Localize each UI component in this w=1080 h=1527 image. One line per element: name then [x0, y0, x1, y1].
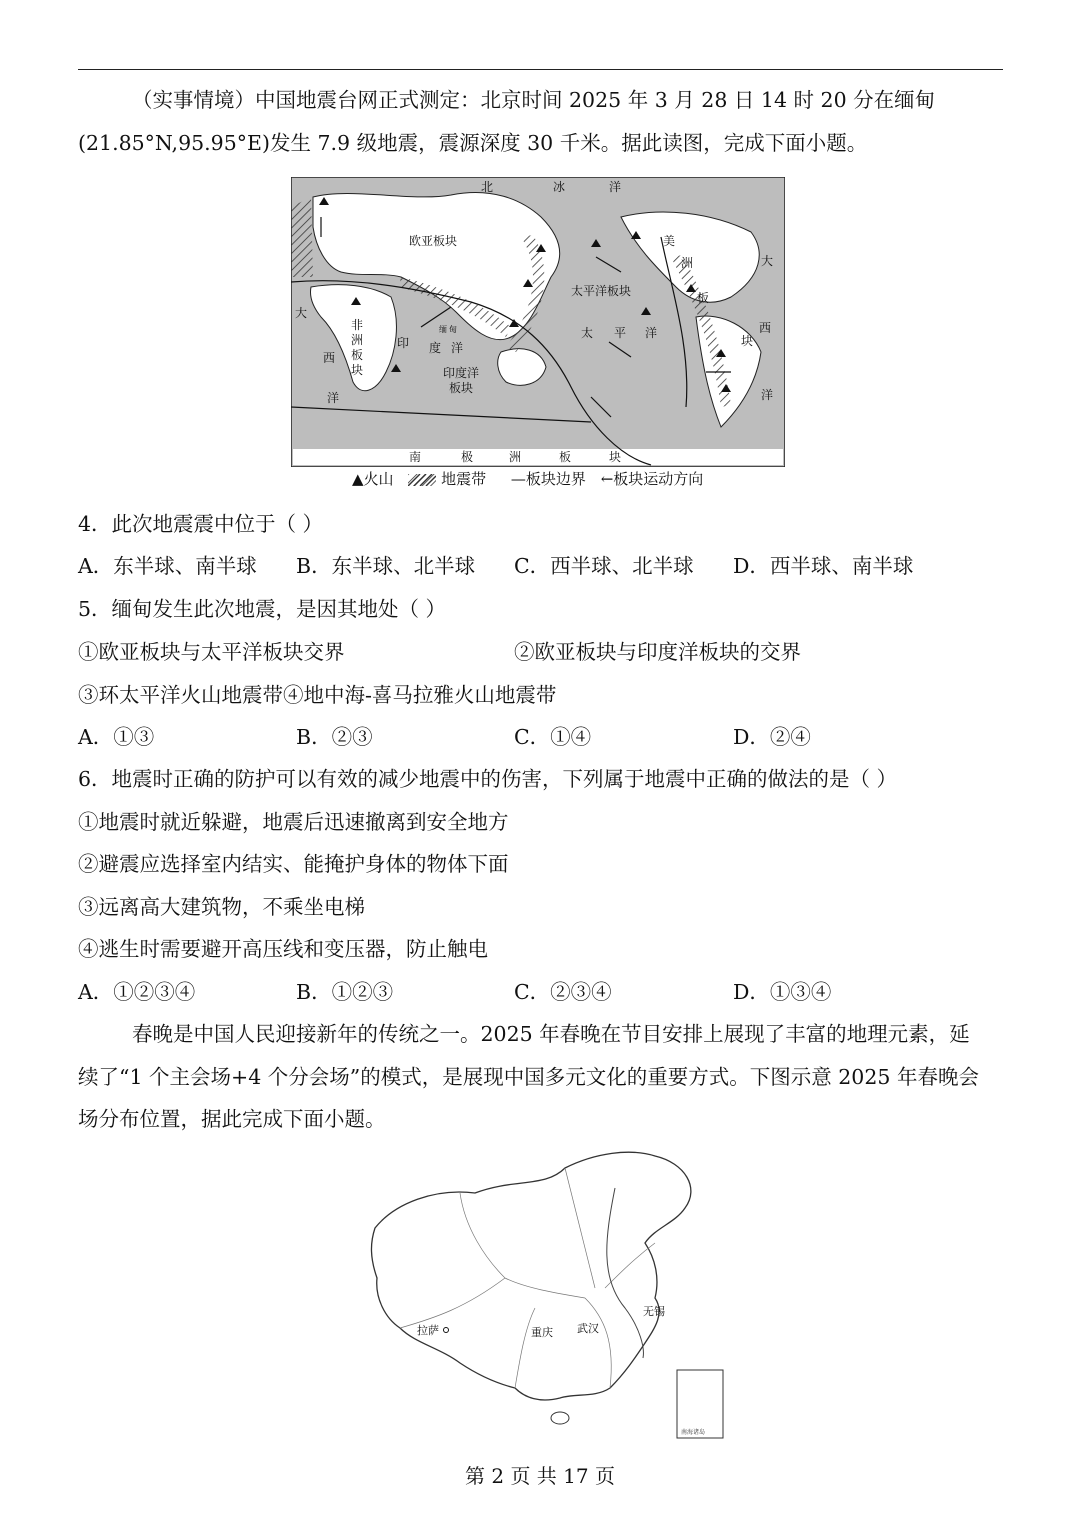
label-indian-3: 洋	[451, 341, 464, 355]
label-myanmar-2: 甸	[449, 325, 457, 334]
q5-option-d[interactable]: D．②④	[733, 725, 811, 749]
intro2-line3: 场分布位置，据此完成下面小题。	[78, 1107, 386, 1131]
label-ice: 冰	[553, 180, 566, 194]
label-pacific-2: 平	[614, 326, 627, 340]
label-antarctic-4: 板	[559, 450, 572, 464]
label-america-6: 块	[741, 334, 754, 348]
legend-volcano: ▲火山	[352, 470, 394, 488]
plate-tectonics-map	[291, 177, 785, 467]
label-atlantic-3: 洋	[327, 391, 340, 405]
q6-item3: ③远离高大建筑物，不乘坐电梯	[78, 895, 365, 919]
china-map	[355, 1148, 727, 1440]
label-antarctic-1: 南	[409, 450, 422, 464]
q4-option-a[interactable]: A．东半球、南半球	[78, 554, 257, 578]
q6-item4: ④逃生时需要避开高压线和变压器，防止触电	[78, 937, 488, 961]
q5-item1: ①欧亚板块与太平洋板块交界	[78, 640, 345, 664]
q5-item34: ③环太平洋火山地震带④地中海-喜马拉雅火山地震带	[78, 683, 557, 707]
label-indo-plate-1: 印度洋	[443, 366, 480, 380]
legend-quake: 地震带	[408, 470, 496, 488]
q5-option-c[interactable]: C．①④	[514, 725, 592, 749]
label-indian-1: 印	[397, 336, 410, 350]
city-lhasa: 拉萨	[417, 1324, 439, 1337]
label-pacific-plate: 太平洋板块	[571, 284, 632, 298]
q6-option-a[interactable]: A．①②③④	[78, 980, 196, 1004]
label-america-1: 美	[663, 234, 676, 248]
legend-direction: ←板块运动方向	[600, 470, 704, 488]
intro1-line2: (21.85°N,95.95°E)发生 7.9 级地震，震源深度 30 千米。据此读图，完成下面小题。	[78, 131, 868, 155]
label-pacific-1: 太	[581, 326, 594, 340]
label-atlantic-1: 大	[295, 306, 308, 320]
intro2-line2: 续了“1 个主会场+4 个分会场”的模式，是展现中国多元文化的重要方式。下图示意 2025 年春晚会	[78, 1065, 979, 1089]
label-north: 北	[481, 180, 494, 194]
label-africa-3: 板	[351, 348, 364, 362]
label-indian-2: 度	[429, 341, 442, 355]
label-myanmar-1: 缅	[439, 325, 447, 334]
intro1-line1: （实事情境）中国地震台网正式测定：北京时间 2025 年 3 月 28 日 14 时 20 分在缅甸	[132, 88, 936, 112]
label-indo-plate-2: 板块	[449, 381, 474, 395]
label-america-3: 大	[761, 254, 774, 268]
label-atlantic-right: 洋	[761, 388, 774, 402]
city-chongqing: 重庆	[531, 1326, 553, 1339]
q6-option-d[interactable]: D．①③④	[733, 980, 832, 1004]
label-america-4: 板	[697, 291, 710, 305]
q4-option-d[interactable]: D．西半球、南半球	[733, 554, 914, 578]
q6-stem: 6．地震时正确的防护可以有效的减少地震中的伤害，下列属于地震中正确的做法的是（ ）	[78, 767, 898, 791]
q6-item2: ②避震应选择室内结实、能掩护身体的物体下面	[78, 852, 509, 876]
label-antarctic-3: 洲	[509, 450, 522, 464]
q4-stem: 4．此次地震震中位于（ ）	[78, 512, 324, 536]
page-footer: 第 2 页 共 17 页	[465, 1464, 615, 1488]
label-africa-4: 块	[351, 363, 364, 377]
q4-option-c[interactable]: C．西半球、北半球	[514, 554, 694, 578]
label-africa-1: 非	[351, 318, 364, 332]
inset-label: 南海诸岛	[681, 1429, 706, 1436]
label-atlantic-2: 西	[323, 351, 336, 365]
city-wuhan: 武汉	[577, 1322, 599, 1335]
city-wuxi: 无锡	[643, 1305, 665, 1318]
q5-stem: 5．缅甸发生此次地震，是因其地处（ ）	[78, 597, 447, 621]
q6-option-b[interactable]: B．①②③	[296, 980, 394, 1004]
q6-option-c[interactable]: C．②③④	[514, 980, 612, 1004]
label-antarctic-5: 块	[609, 450, 622, 464]
label-africa-2: 洲	[351, 333, 364, 347]
intro2-line1: 春晚是中国人民迎接新年的传统之一。2025 年春晚在节目安排上展现了丰富的地理元素，延	[132, 1022, 970, 1046]
label-pacific-3: 洋	[645, 326, 658, 340]
map-legend	[352, 468, 713, 490]
label-antarctic-2: 极	[461, 450, 474, 464]
label-ocean-arctic: 洋	[609, 180, 622, 194]
label-eurasia: 欧亚板块	[409, 234, 458, 248]
label-america-5: 西	[759, 321, 772, 335]
q4-option-b[interactable]: B．东半球、北半球	[296, 554, 476, 578]
label-america-2: 洲	[681, 256, 694, 270]
q6-item1: ①地震时就近躲避，地震后迅速撤离到安全地方	[78, 810, 509, 834]
top-rule	[78, 69, 1003, 70]
q5-option-a[interactable]: A．①③	[78, 725, 155, 749]
q5-item2: ②欧亚板块与印度洋板块的交界	[514, 640, 801, 664]
legend-boundary: —板块边界	[510, 470, 586, 488]
quake-belt-icon	[408, 474, 436, 486]
q5-option-b[interactable]: B．②③	[296, 725, 373, 749]
